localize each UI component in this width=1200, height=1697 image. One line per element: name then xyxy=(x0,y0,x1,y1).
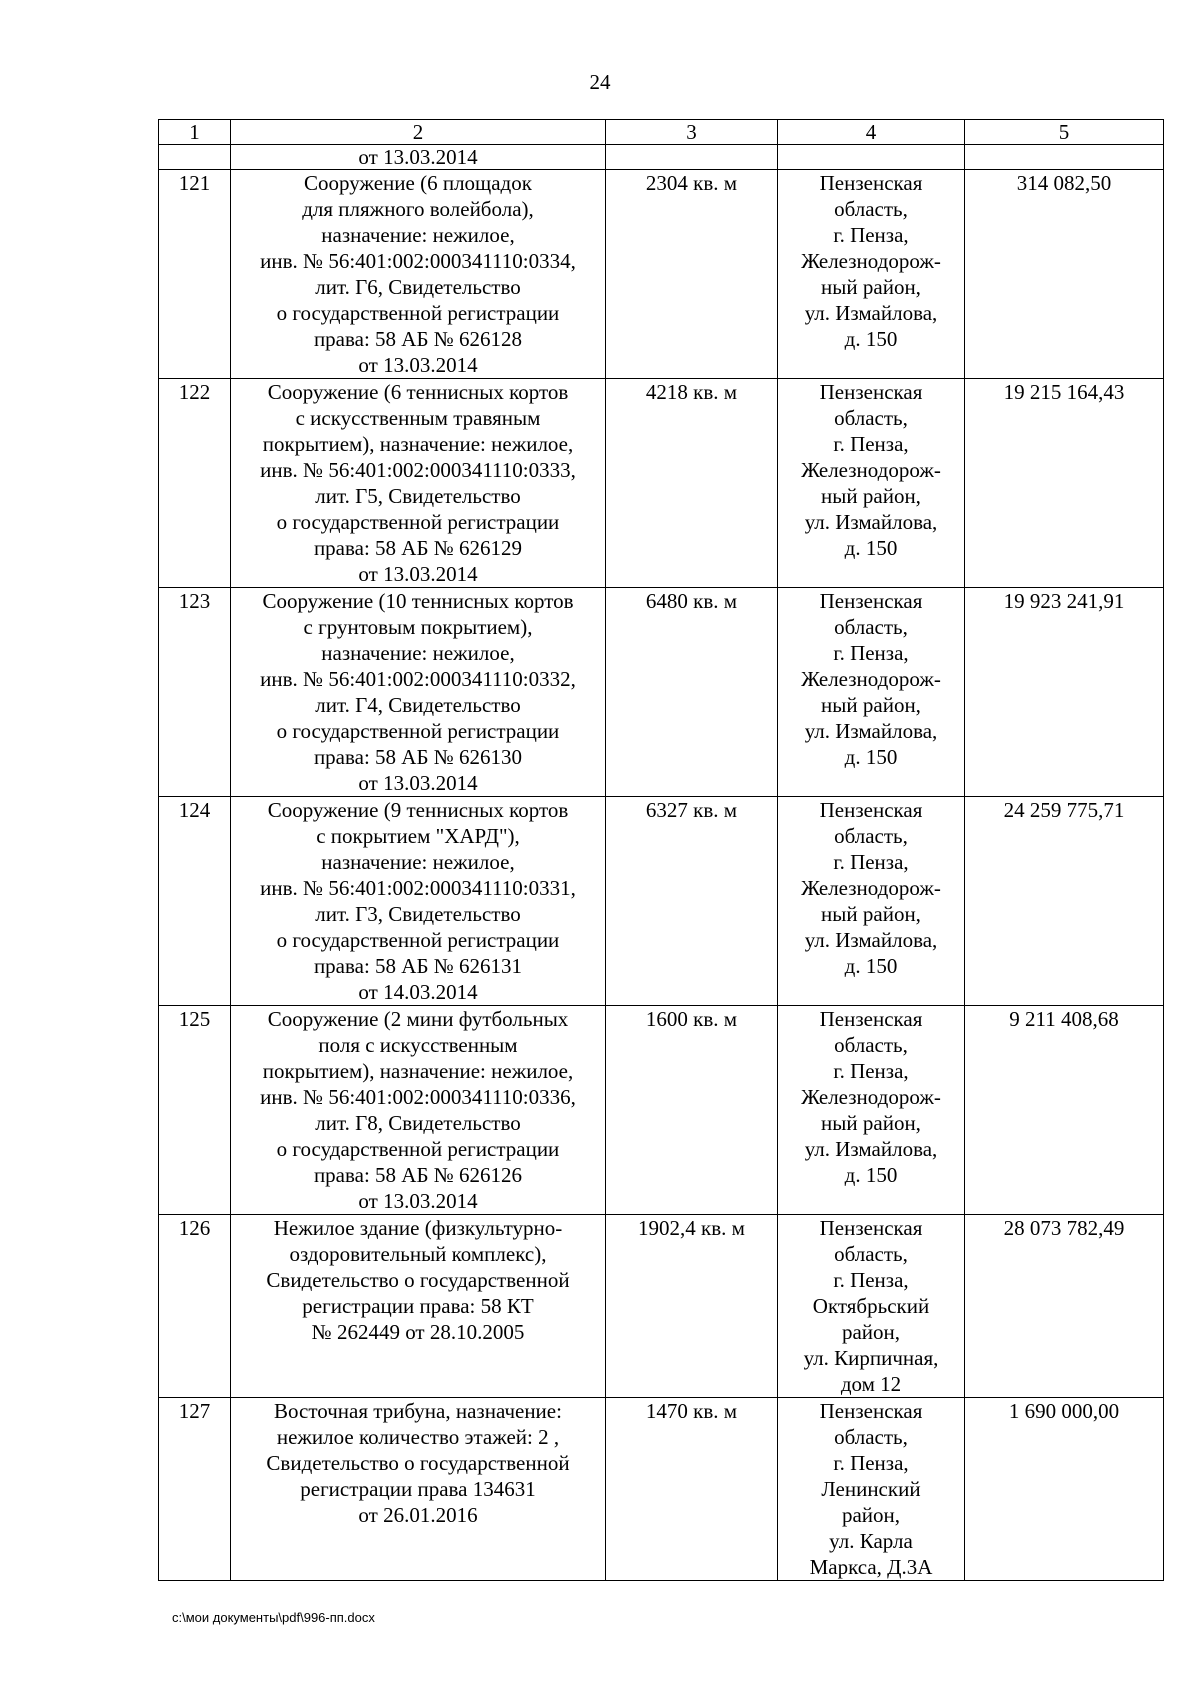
description-line: Восточная трибуна, назначение: xyxy=(274,1399,562,1423)
description-cell xyxy=(231,1006,606,1215)
address-line: ул. Измайлова, xyxy=(804,928,938,952)
row-number-cell: 122 xyxy=(159,379,231,588)
address-line: Железнодорож- xyxy=(801,667,941,691)
address-cell xyxy=(778,797,965,1006)
address-line: район, xyxy=(841,1503,901,1527)
row-number-cell: 123 xyxy=(159,588,231,797)
continuation-address-cell xyxy=(778,145,965,170)
description-line: инв. № 56:401:002:000341110:0331, xyxy=(260,876,576,900)
description-line: № 262449 от 28.10.2005 xyxy=(311,1320,525,1344)
description-cell xyxy=(231,379,606,588)
address-line: г. Пенза, xyxy=(833,223,909,247)
address-line: Железнодорож- xyxy=(801,249,941,273)
address-line: Маркса, Д.3А xyxy=(809,1555,933,1579)
table-row xyxy=(159,797,1164,1006)
description-line: права: 58 АБ № 626131 xyxy=(313,954,523,978)
address-line: г. Пенза, xyxy=(833,1059,909,1083)
description-line: о государственной регистрации xyxy=(276,719,560,743)
continuation-num-cell xyxy=(159,145,231,170)
description-line: назначение: нежилое, xyxy=(321,641,515,665)
address-line: г. Пенза, xyxy=(833,641,909,665)
table-row xyxy=(159,1215,1164,1398)
address-line: д. 150 xyxy=(844,327,898,351)
header-cell-5: 5 xyxy=(965,120,1164,145)
description-line: с искусственным травяным xyxy=(295,406,541,430)
description-cell xyxy=(231,1215,606,1398)
description-line: инв. № 56:401:002:000341110:0336, xyxy=(260,1085,576,1109)
address-line: ный район, xyxy=(821,693,921,717)
description-line: от 13.03.2014 xyxy=(358,353,478,377)
address-line: область, xyxy=(834,406,908,430)
property-table xyxy=(158,119,1164,1581)
address-line: Пензенская xyxy=(819,1399,923,1423)
address-line: ул. Измайлова, xyxy=(804,1137,938,1161)
description-line: поля с искусственным xyxy=(318,1033,518,1057)
description-line: Нежилое здание (физкультурно- xyxy=(273,1216,563,1240)
description-line: Сооружение (9 теннисных кортов xyxy=(267,798,569,822)
description-line: назначение: нежилое, xyxy=(321,223,515,247)
description-line: права: 58 АБ № 626128 xyxy=(313,327,523,351)
address-line: область, xyxy=(834,824,908,848)
description-line: оздоровительный комплекс), xyxy=(289,1242,547,1266)
address-line: Железнодорож- xyxy=(801,1085,941,1109)
description-line: Свидетельство о государственной xyxy=(266,1268,570,1292)
description-line: с покрытием "ХАРД"), xyxy=(316,824,520,848)
description-line: от 26.01.2016 xyxy=(358,1503,478,1527)
header-cell-3: 3 xyxy=(606,120,778,145)
address-line: ный район, xyxy=(821,902,921,926)
description-line: лит. Г5, Свидетельство xyxy=(315,484,521,508)
value-cell: 24 259 775,71 xyxy=(965,797,1164,1006)
continuation-value-cell xyxy=(965,145,1164,170)
row-number-cell: 121 xyxy=(159,170,231,379)
description-line: покрытием), назначение: нежилое, xyxy=(262,432,574,456)
area-cell: 6327 кв. м xyxy=(606,797,778,1006)
address-line: ный район, xyxy=(821,275,921,299)
address-line: г. Пенза, xyxy=(833,1268,909,1292)
address-line: район, xyxy=(841,1320,901,1344)
value-cell: 28 073 782,49 xyxy=(965,1215,1164,1398)
description-line: покрытием), назначение: нежилое, xyxy=(262,1059,574,1083)
address-line: Пензенская xyxy=(819,589,923,613)
address-line: область, xyxy=(834,1242,908,1266)
area-cell: 6480 кв. м xyxy=(606,588,778,797)
description-line: инв. № 56:401:002:000341110:0333, xyxy=(260,458,576,482)
description-line: назначение: нежилое, xyxy=(321,850,515,874)
address-cell xyxy=(778,1006,965,1215)
address-line: д. 150 xyxy=(844,1163,898,1187)
description-line: регистрации права 134631 xyxy=(300,1477,536,1501)
description-line: от 13.03.2014 xyxy=(358,771,478,795)
description-cell xyxy=(231,170,606,379)
description-cell xyxy=(231,1398,606,1581)
description-line: Сооружение (10 теннисных кортов xyxy=(262,589,574,613)
description-line: о государственной регистрации xyxy=(276,1137,560,1161)
row-number-cell: 124 xyxy=(159,797,231,1006)
description-cell xyxy=(231,588,606,797)
description-line: инв. № 56:401:002:000341110:0332, xyxy=(260,667,576,691)
description-line: лит. Г8, Свидетельство xyxy=(315,1111,521,1135)
address-cell xyxy=(778,170,965,379)
address-line: ул. Карла xyxy=(829,1529,913,1553)
continuation-desc-cell: от 13.03.2014 xyxy=(231,145,606,170)
description-line: с грунтовым покрытием), xyxy=(303,615,533,639)
description-line: от 13.03.2014 xyxy=(358,1189,478,1213)
address-line: область, xyxy=(834,615,908,639)
value-cell: 1 690 000,00 xyxy=(965,1398,1164,1581)
area-cell: 2304 кв. м xyxy=(606,170,778,379)
address-line: ул. Измайлова, xyxy=(804,301,938,325)
address-line: Пензенская xyxy=(819,798,923,822)
address-line: Пензенская xyxy=(819,171,923,195)
description-line: Свидетельство о государственной xyxy=(266,1451,570,1475)
address-line: Пензенская xyxy=(819,1007,923,1031)
address-cell xyxy=(778,588,965,797)
header-cell-1: 1 xyxy=(159,120,231,145)
address-line: г. Пенза, xyxy=(833,850,909,874)
area-cell: 1470 кв. м xyxy=(606,1398,778,1581)
description-line: права: 58 АБ № 626129 xyxy=(313,536,523,560)
value-cell: 19 215 164,43 xyxy=(965,379,1164,588)
address-line: область, xyxy=(834,1033,908,1057)
description-line: от 14.03.2014 xyxy=(358,980,478,1004)
description-line: права: 58 АБ № 626126 xyxy=(313,1163,523,1187)
description-line: от 13.03.2014 xyxy=(358,562,478,586)
table-row xyxy=(159,588,1164,797)
area-cell: 1902,4 кв. м xyxy=(606,1215,778,1398)
description-line: инв. № 56:401:002:000341110:0334, xyxy=(260,249,576,273)
address-line: д. 150 xyxy=(844,536,898,560)
description-line: лит. Г3, Свидетельство xyxy=(315,902,521,926)
description-line: регистрации права: 58 КТ xyxy=(302,1294,534,1318)
address-line: ул. Измайлова, xyxy=(804,719,938,743)
address-line: ный район, xyxy=(821,1111,921,1135)
description-line: права: 58 АБ № 626130 xyxy=(313,745,523,769)
address-line: ный район, xyxy=(821,484,921,508)
header-cell-4: 4 xyxy=(778,120,965,145)
address-line: Пензенская xyxy=(819,380,923,404)
address-line: Железнодорож- xyxy=(801,876,941,900)
row-number-cell: 127 xyxy=(159,1398,231,1581)
description-line: о государственной регистрации xyxy=(276,301,560,325)
description-line: Сооружение (6 площадок xyxy=(304,171,532,195)
continuation-row xyxy=(159,145,1164,170)
address-cell xyxy=(778,1398,965,1581)
page-number: 24 xyxy=(589,70,611,94)
address-line: г. Пенза, xyxy=(833,432,909,456)
address-line: д. 150 xyxy=(844,745,898,769)
address-line: ул. Измайлова, xyxy=(804,510,938,534)
value-cell: 314 082,50 xyxy=(965,170,1164,379)
address-line: Железнодорож- xyxy=(801,458,941,482)
address-line: дом 12 xyxy=(840,1372,902,1396)
address-line: область, xyxy=(834,1425,908,1449)
description-line: лит. Г4, Свидетельство xyxy=(315,693,521,717)
table-row xyxy=(159,170,1164,379)
description-line: Сооружение (2 мини футбольных xyxy=(267,1007,569,1031)
description-line: лит. Г6, Свидетельство xyxy=(315,275,521,299)
area-cell: 1600 кв. м xyxy=(606,1006,778,1215)
address-line: ул. Кирпичная, xyxy=(803,1346,939,1370)
address-line: Ленинский xyxy=(821,1477,921,1501)
description-line: нежилое количество этажей: 2 , xyxy=(276,1425,560,1449)
file-path-footer: c:\мои документы\pdf\996-пп.docx xyxy=(172,1610,375,1625)
table-row xyxy=(159,1398,1164,1581)
table-header-row xyxy=(159,120,1164,145)
address-cell xyxy=(778,1215,965,1398)
address-line: д. 150 xyxy=(844,954,898,978)
description-cell xyxy=(231,797,606,1006)
continuation-area-cell xyxy=(606,145,778,170)
value-cell: 9 211 408,68 xyxy=(965,1006,1164,1215)
area-cell: 4218 кв. м xyxy=(606,379,778,588)
address-line: область, xyxy=(834,197,908,221)
row-number-cell: 125 xyxy=(159,1006,231,1215)
address-line: Октябрьский xyxy=(812,1294,930,1318)
description-line: для пляжного волейбола), xyxy=(302,197,534,221)
table-row xyxy=(159,1006,1164,1215)
header-cell-2: 2 xyxy=(231,120,606,145)
description-line: о государственной регистрации xyxy=(276,510,560,534)
row-number-cell: 126 xyxy=(159,1215,231,1398)
value-cell: 19 923 241,91 xyxy=(965,588,1164,797)
address-line: г. Пенза, xyxy=(833,1451,909,1475)
table-row xyxy=(159,379,1164,588)
address-cell xyxy=(778,379,965,588)
description-line: Сооружение (6 теннисных кортов xyxy=(267,380,569,404)
address-line: Пензенская xyxy=(819,1216,923,1240)
description-line: о государственной регистрации xyxy=(276,928,560,952)
